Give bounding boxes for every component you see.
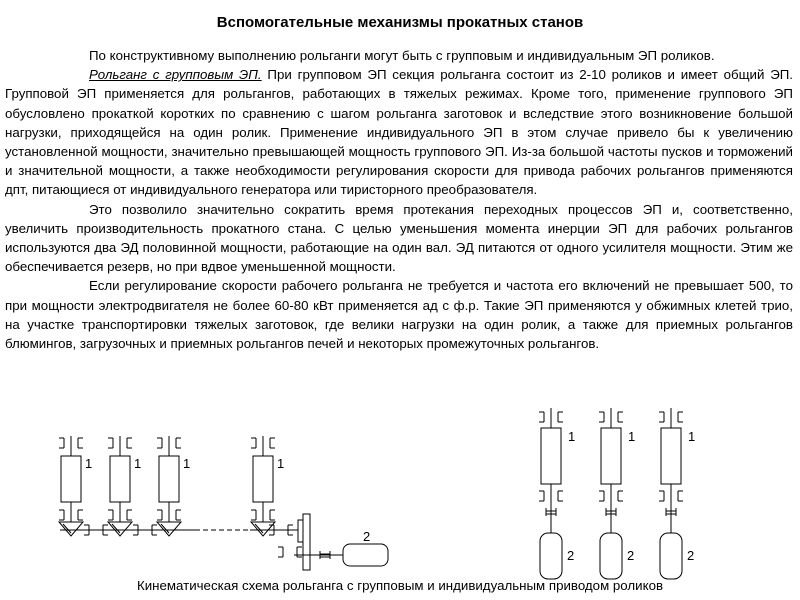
group-roller-label: 1: [183, 456, 191, 471]
paragraph-1: По конструктивному выполнению рольганги могут быть с групповым и индивидуальным ЭП роликов.: [89, 48, 715, 63]
group-roller-1: [59, 436, 83, 536]
paragraph-3: Это позволило значительно сократить время протекания переходных процессов ЭП и, соответственно, увеличить производительность прокатного стана. С целью уменьшения момента инерции ЭП для рабочих рольгангов используются два ЭД половинной мощности, работающие на один вал. ЭД питаются от одного усилителя мощности. Этим же обеспечивается резерв, но при вдвое уменьшенной мощности.: [5, 201, 793, 275]
group-roller-n: [251, 436, 275, 536]
individual-unit-1: [539, 408, 563, 579]
page-title: Вспомогательные механизмы прокатных станов: [216, 14, 584, 31]
figure-caption: Кинематическая схема рольганга с групповым и индивидуальным приводом роликов: [136, 578, 664, 593]
group-roller-label: 1: [85, 456, 93, 471]
paragraph-2-text: При групповом ЭП секция рольганга состоит из 2-10 роликов и имеет общий ЭП. Групповой ЭП применяется для рольгангов, работающих в тяжелых режимах. Кроме того, применение группового ЭП обусловлено прокаткой коротких по сравнению с шагом рольганга заготовок и вследствие этого возникновение большой нагрузки, приходящейся на один ролик. Применение индивидуального ЭП в этом случае привело бы к увеличению установленной мощности, значительно превышающей мощность группового ЭП. Из-за большой частоты пусков и торможений и значительной мощности, а также необходимости регулирования скорости для привода рабочих рольгангов применяются дпт, питающиеся от индивидуального генератора или тиристорного преобразователя.: [5, 67, 793, 198]
individual-motor-label: 2: [567, 548, 575, 563]
group-motor: [336, 544, 388, 566]
group-roller-2: [108, 436, 132, 536]
group-roller-label: 1: [134, 456, 142, 471]
individual-unit-2: [599, 408, 623, 579]
paragraph-4: Если регулирование скорости рабочего рольганга не требуется и частота его включений не превышает 500, то при мощности электродвигателя не более 60-80 кВт применяется ад с ф.р. Такие ЭП применяются у обжимных клетей трио, на участке транспортировки тяжелых заготовок, где велики нагрузки на один ролик, а также для приемных рольгангов блюмингов, загрузочных и приемных рольгангов печей и некоторых промежуточных рольгангов.: [5, 278, 793, 352]
individual-roller-label: 1: [568, 429, 576, 444]
group-roller-label: 1: [277, 456, 285, 471]
individual-roller-label: 1: [628, 429, 636, 444]
individual-motor-label: 2: [687, 548, 695, 563]
group-roller-3: [157, 436, 181, 536]
individual-drive-scheme: [539, 408, 695, 579]
inline-heading-group-drive: Рольганг с групповым ЭП.: [89, 67, 262, 83]
individual-unit-3: [659, 408, 683, 579]
individual-roller-label: 1: [688, 429, 696, 444]
group-motor-label: 2: [363, 529, 371, 544]
individual-motor-label: 2: [627, 548, 635, 563]
group-drive-scheme: [59, 436, 388, 570]
gearbox: [278, 514, 345, 570]
